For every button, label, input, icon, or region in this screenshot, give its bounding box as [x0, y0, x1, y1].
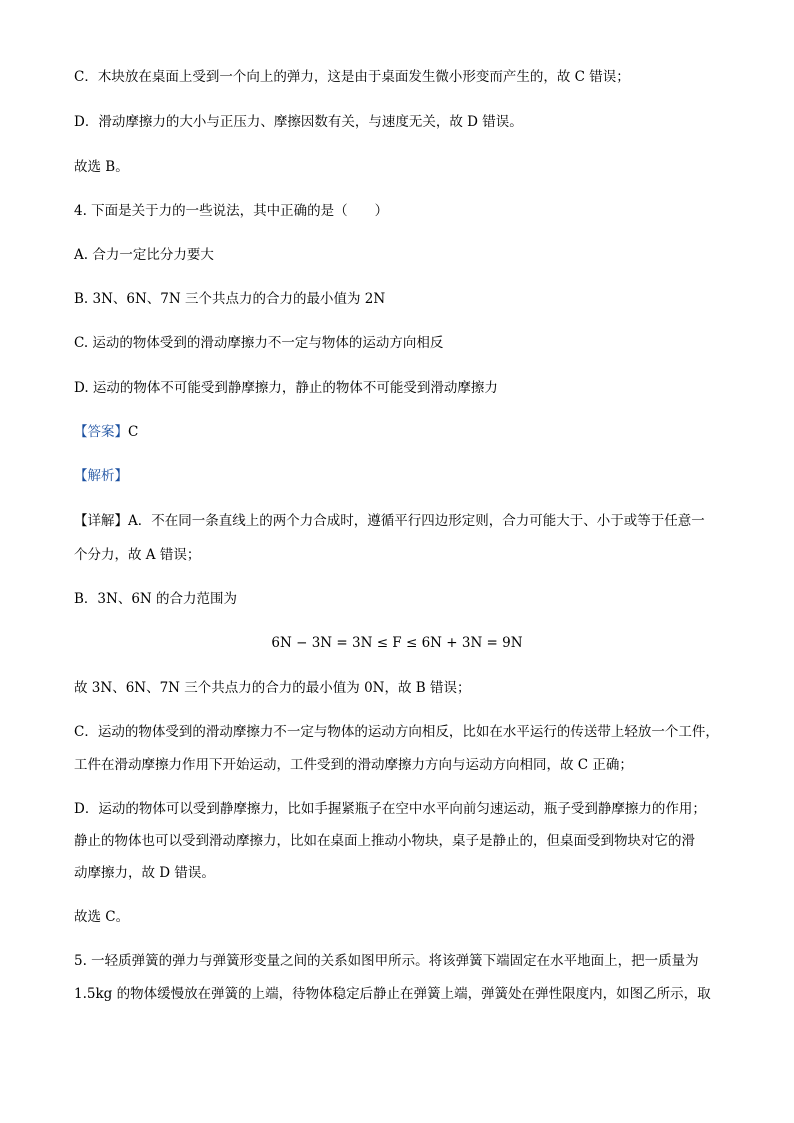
option-c: C. 运动的物体受到的滑动摩擦力不一定与物体的运动方向相反: [74, 335, 444, 351]
question-5-line-2: 1.5kg 的物体缓慢放在弹簧的上端，待物体稳定后静止在弹簧上端，弹簧处在弹性限度内，如图乙所示，取: [74, 986, 711, 1002]
detail-b-line-2: 故 3N、6N、7N 三个共点力的合力的最小值为 0N，故 B 错误；: [74, 680, 471, 696]
option-d: D. 运动的物体不可能受到静摩擦力，静止的物体不可能受到滑动摩擦力: [74, 380, 498, 396]
question-4-stem: 4. 下面是关于力的一些说法，其中正确的是（ ）: [74, 203, 389, 219]
text-line: 故选 B。: [74, 159, 129, 175]
detail-a-line-2: 个分力，故 A 错误；: [74, 547, 201, 563]
detail-d-line-2: 静止的物体也可以受到滑动摩擦力，比如在桌面上推动小物块，桌子是静止的，但桌面受到物块对它的滑: [74, 833, 695, 849]
option-a: A. 合力一定比分力要大: [74, 247, 214, 263]
detail-a-line-1: [74, 512, 705, 530]
formula: 6N − 3N = 3N ≤ F ≤ 6N + 3N = 9N: [271, 635, 523, 651]
answer-tag: 【答案】: [74, 424, 128, 440]
text-line: C．木块放在桌面上受到一个向上的弹力，这是由于桌面发生微小形变而产生的，故 C 错误；: [74, 69, 630, 85]
detail-tag: 【详解】: [74, 513, 128, 529]
text-line: D．滑动摩擦力的大小与正压力、摩擦因数有关，与速度无关，故 D 错误。: [74, 114, 523, 130]
detail-c-line-2: 工件在滑动摩擦力作用下开始运动，工件受到的滑动摩擦力方向与运动方向相同，故 C 正确；: [74, 757, 633, 773]
detail-a-text: A．不在同一条直线上的两个力合成时，遵循平行四边形定则，合力可能大于、小于或等于任意一: [128, 513, 705, 529]
detail-d-line-3: 动摩擦力，故 D 错误。: [74, 865, 215, 881]
conclusion: 故选 C。: [74, 909, 130, 925]
option-b: B. 3N、6N、7N 三个共点力的合力的最小值为 2N: [74, 291, 386, 307]
answer-value: C: [128, 424, 139, 440]
question-5-line-1: 5. 一轻质弹簧的弹力与弹簧形变量之间的关系如图甲所示。将该弹簧下端固定在水平地面上，把一质量为: [74, 953, 699, 969]
detail-d-line-1: D．运动的物体可以受到静摩擦力，比如手握紧瓶子在空中水平向前匀速运动，瓶子受到静摩擦力的作用；: [74, 801, 706, 817]
detail-c-line-1: C．运动的物体受到的滑动摩擦力不一定与物体的运动方向相反，比如在水平运行的传送带上轻放一个工件，: [74, 724, 719, 740]
analysis-tag: 【解析】: [74, 468, 128, 484]
answer-line: [74, 423, 138, 441]
detail-b-line-1: B．3N、6N 的合力范围为: [74, 591, 238, 607]
